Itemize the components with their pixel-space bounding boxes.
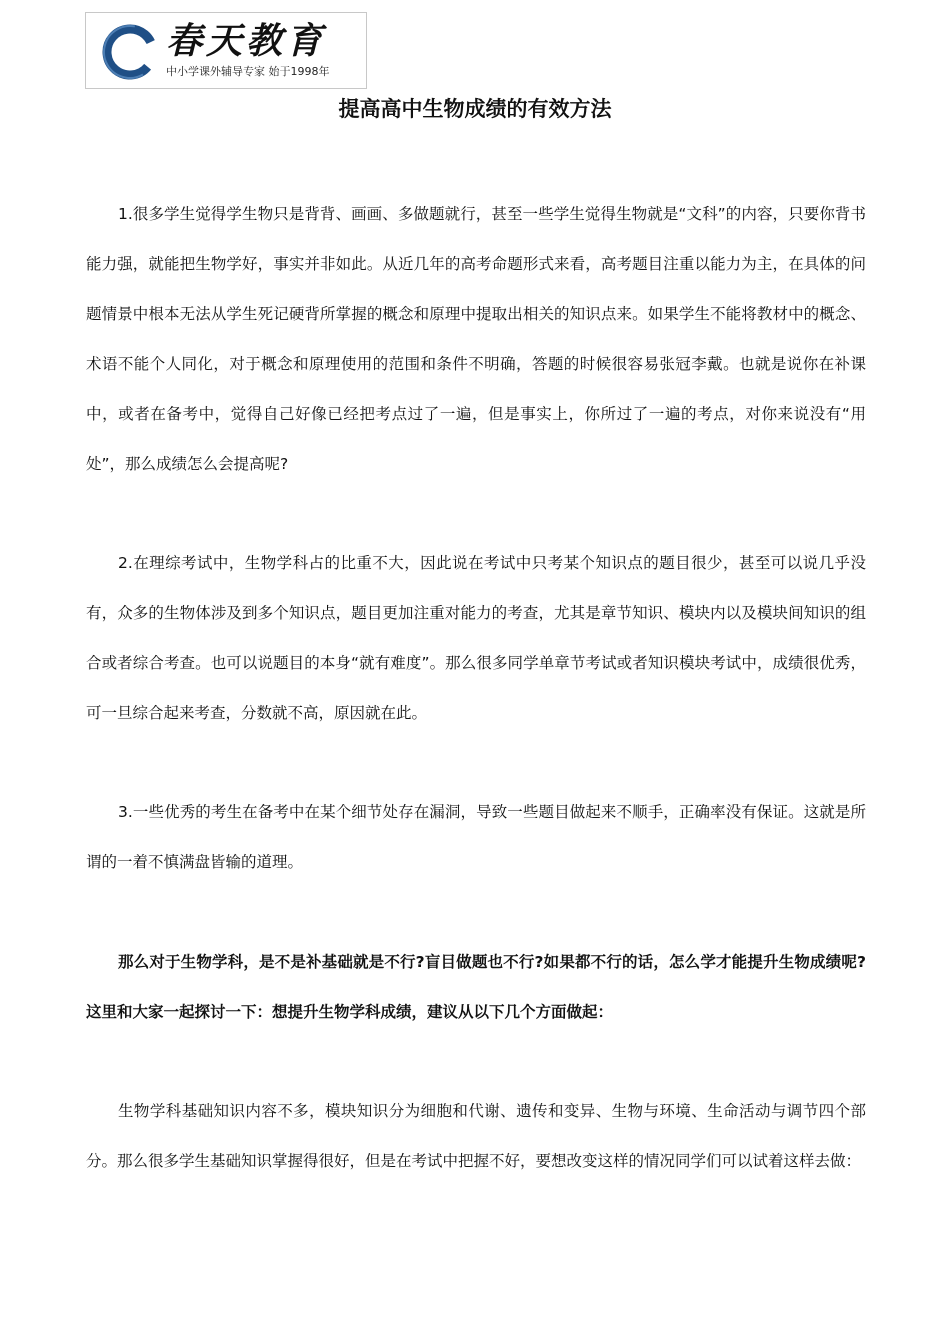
paragraph-1: 1.很多学生觉得学生物只是背背、画画、多做题就行，甚至一些学生觉得生物就是“文科”的内容，只要你背书能力强，就能把生物学好，事实并非如此。从近几年的高考命题形式来看，高考题目注重以能力为主，在具体的问题情景中根本无法从学生死记硬背所掌握的概念和原理中提取出相关的知识点来。如果学生不能将教材中的概念、术语不能个人同化，对于概念和原理使用的范围和条件不明确，答题的时候很容易张冠李戴。也就是说你在补课中，或者在备考中，觉得自己好像已经把考点过了一遍，但是事实上，你所过了一遍的考点，对你来说没有“用处”，那么成绩怎么会提高呢? [86, 205, 866, 473]
paragraph-5: 生物学科基础知识内容不多，模块知识分为细胞和代谢、遗传和变异、生物与环境、生命活动与调节四个部分。那么很多学生基础知识掌握得很好，但是在考试中把握不好，要想改变这样的情况同学们可以试着这样去做： [86, 1102, 866, 1170]
logo-name: 春天教育 [166, 20, 327, 62]
paragraph-2: 2.在理综考试中，生物学科占的比重不大，因此说在考试中只考某个知识点的题目很少，甚至可以说几乎没有，众多的生物体涉及到多个知识点，题目更加注重对能力的考查，尤其是章节知识、模块内以及模块间知识的组合或者综合考查。也可以说题目的本身“就有难度”。那么很多同学单章节考试或者知识模块考试中，成绩很优秀，可一旦综合起来考查，分数就不高，原因就在此。 [86, 554, 866, 722]
paragraph-4-bold: 那么对于生物学科，是不是补基础就是不行?盲目做题也不行?如果都不行的话，怎么学才能提升生物成绩呢?这里和大家一起探讨一下：想提升生物学科成绩，建议从以下几个方面做起： [86, 953, 866, 1021]
logo-ring-icon [100, 22, 160, 82]
logo [85, 12, 367, 89]
logo-slogan: 中小学课外辅导专家 始于1998年 [166, 65, 330, 78]
paragraph-3: 3.一些优秀的考生在备考中在某个细节处存在漏洞，导致一些题目做起来不顺手，正确率没有保证。这就是所谓的一着不慎满盘皆输的道理。 [86, 803, 866, 871]
page-title: 提高高中生物成绩的有效方法 [338, 97, 612, 121]
